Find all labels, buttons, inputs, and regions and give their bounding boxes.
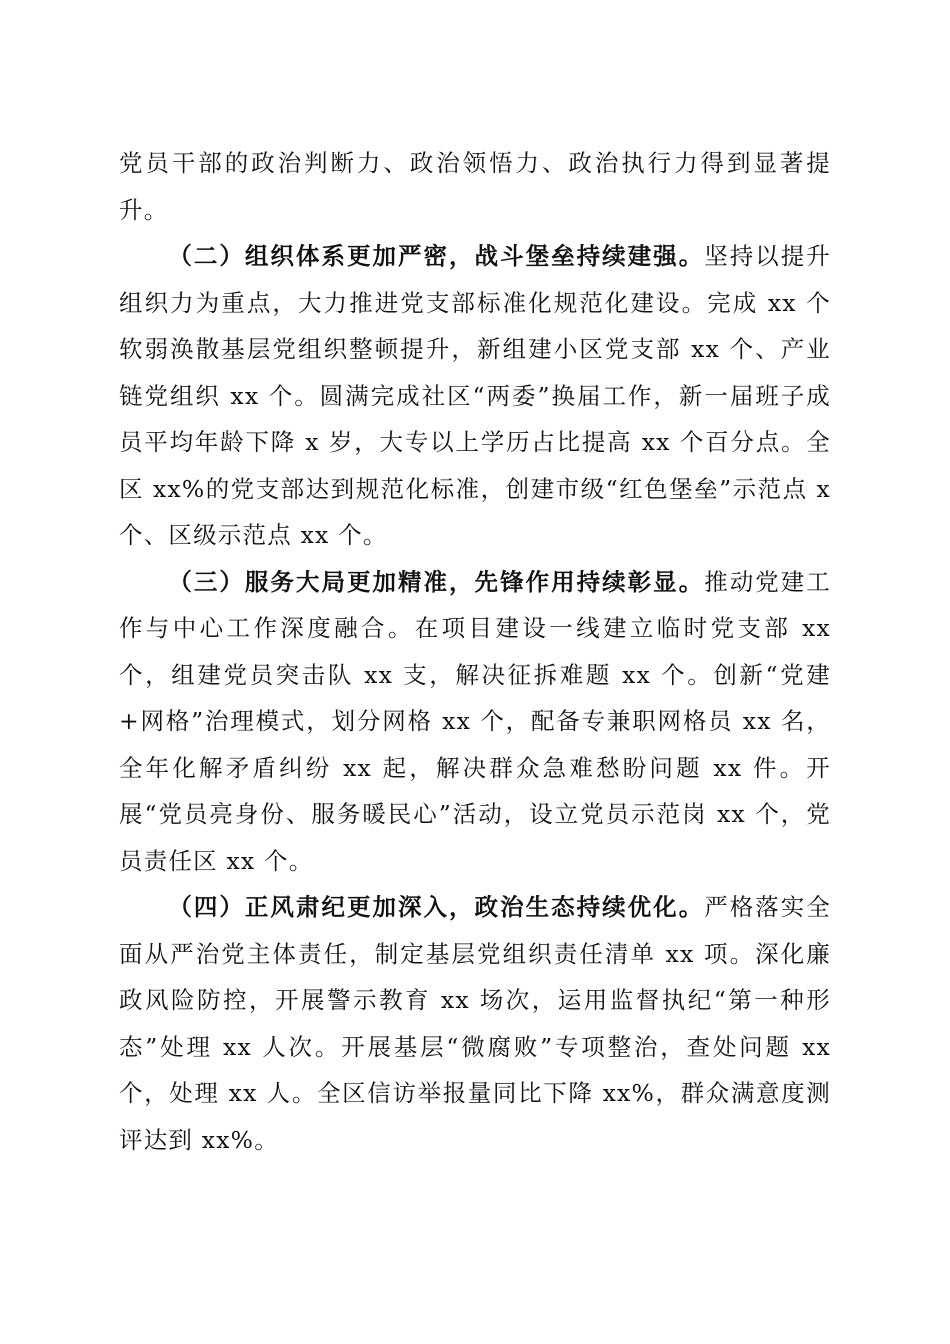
paragraph-continuation <box>119 140 831 233</box>
paragraph-text: 坚持以提升组织力为重点，大力推进党支部标准化规范化建设。完成 xx 个软弱涣散基层党组织整顿提升，新组建小区党支部 xx 个、产业链党组织 xx 个。圆满完成社区“两委”换届工作，新一届班子成员平均年龄下降 x 岁，大专以上学历占比提高 xx 个百分点。全区 xx%的党支部达到规范化标准，创建市级“红色堡垒”示范点 x 个、区级示范点 xx 个。 <box>119 242 832 549</box>
paragraph-heading: （四）正风肃纪更加深入，政治生态持续优化。 <box>168 893 705 921</box>
paragraph-text: 推动党建工作与中心工作深度融合。在项目建设一线建立临时党支部 xx 个，组建党员突击队 xx 支，解决征拆难题 xx 个。创新“党建+网格”治理模式，划分网格 xx 个，配备专兼职网格员 xx 名，全年化解矛盾纠纷 xx 起，解决群众急难愁盼问题 xx 件。开展“党员亮身份、服务暖民心”活动，设立党员示范岗 xx 个，党员责任区 xx 个。 <box>119 567 832 875</box>
paragraph-heading: （三）服务大局更加精准，先锋作用持续彰显。 <box>168 567 705 596</box>
paragraph-heading: （二）组织体系更加严密，战斗堡垒持续建强。 <box>168 242 705 270</box>
paragraph-text: 党员干部的政治判断力、政治领悟力、政治执行力得到显著提升。 <box>119 149 831 224</box>
paragraph-serving-overall <box>119 559 831 885</box>
paragraph-text: 严格落实全面从严治党主体责任，制定基层党组织责任清单 xx 项。深化廉政风险防控，开展警示教育 xx 场次，运用监督执纪“第一种形态”处理 xx 人次。开展基层“微腐败”专项整治，查处问题 xx 个，处理 xx 人。全区信访举报量同比下降 xx%，群众满意度测评达到 xx%。 <box>119 893 832 1154</box>
document-body <box>119 140 831 1163</box>
paragraph-discipline <box>119 884 831 1163</box>
paragraph-organization-system <box>119 233 831 559</box>
